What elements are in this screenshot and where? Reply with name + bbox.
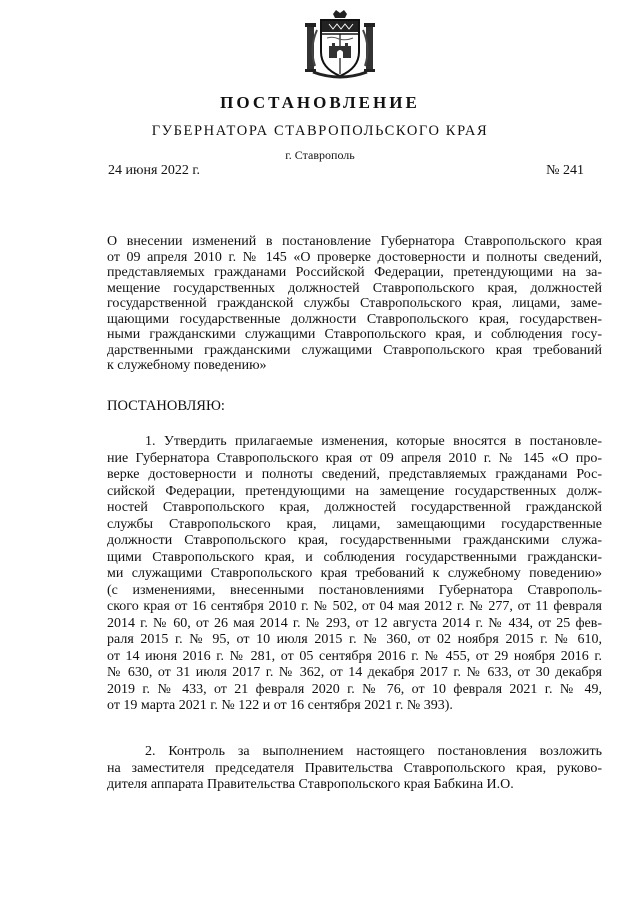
paragraph-line: на заместителя председателя Правительства Ставропольского края, руково- <box>107 760 602 776</box>
heading-line: О внесении изменений в постановление Губернатора Ставропольского края <box>107 234 602 249</box>
paragraph-line: сийской Федерации, претендующими на замещение государственных долж- <box>107 483 602 499</box>
heading-line: щающими государственные должности Ставропольского края, государствен- <box>107 311 602 327</box>
document-date: 24 июня 2022 г. <box>108 163 201 178</box>
paragraph-line: дителя аппарата Правительства Ставропольского края Бабкина И.О. <box>107 777 514 792</box>
paragraph-1 <box>107 434 602 715</box>
paragraph-line: ми служащими Ставропольского края требований к служебному поведению» <box>107 566 602 581</box>
paragraph-line: от 14 июня 2016 г. № 281, от 05 сентября 2016 г. № 455, от 29 ноября 2016 г. <box>107 648 602 664</box>
decree-word: ПОСТАНОВЛЯЮ: <box>107 398 225 414</box>
heading-line: ными гражданскими служащими Ставропольского края, и соблюдения госу- <box>107 327 602 342</box>
paragraph-line: щими Ставропольского края, и соблюдения государственными граждански- <box>107 549 602 565</box>
paragraph-line: ностей Ставропольского края, должностей государственной гражданской <box>107 500 602 515</box>
paragraph-line: верке достоверности и полноты сведений, представляемых гражданами Рос- <box>107 467 602 482</box>
paragraph-line: № 630, от 31 июля 2017 г. № 362, от 14 декабря 2017 г. № 633, от 30 декабря <box>107 665 602 680</box>
issuer-subtitle: ГУБЕРНАТОРА СТАВРОПОЛЬСКОГО КРАЯ <box>151 123 489 139</box>
city-label: г. Ставрополь <box>285 148 355 162</box>
decree-heading <box>107 234 602 374</box>
heading-line: мещение государственных должностей Ставропольского края, должностей <box>107 280 602 296</box>
paragraph-line: раля 2015 г. № 95, от 10 июля 2015 г. № 360, от 02 ноября 2015 г. № 610, <box>107 632 602 647</box>
heading-line: от 09 апреля 2010 г. № 145 «О проверке достоверности и полноты сведений, <box>107 249 602 265</box>
paragraph-line: 2019 г. № 433, от 21 февраля 2020 г. № 76, от 10 февраля 2021 г. № 49, <box>107 681 602 697</box>
heading-line: дарственными гражданскими служащими Ставропольского края требований <box>107 342 602 358</box>
document-title: ПОСТАНОВЛЕНИЕ <box>220 93 420 112</box>
paragraph-line: от 19 марта 2021 г. № 122 и от 16 сентября 2021 г. № 393). <box>107 698 453 713</box>
document-number: № 241 <box>546 163 584 178</box>
heading-line: представляемых гражданами Российской Федерации, претендующими на за- <box>107 265 602 280</box>
heading-line: к служебному поведению» <box>107 358 267 373</box>
paragraph-line: ского края от 16 сентября 2010 г. № 502, от 04 мая 2012 г. № 277, от 11 февраля <box>107 599 602 614</box>
paragraph-line: (с изменениями, внесенными постановлениями Губернатора Ставрополь- <box>107 582 602 598</box>
paragraph-line: должности Ставропольского края, государственными гражданскими служа- <box>107 533 602 548</box>
paragraph-line: службы Ставропольского края, лицами, замещающими государственные <box>107 516 602 532</box>
paragraph-line: 2. Контроль за выполнением настоящего постановления возложить <box>145 744 602 759</box>
paragraph-2 <box>107 744 602 794</box>
coat-of-arms-icon <box>299 8 381 84</box>
paragraph-line: 1. Утвердить прилагаемые изменения, которые вносятся в постановле- <box>145 434 602 449</box>
heading-line: государственной гражданской службы Ставропольского края, лицами, заме- <box>107 296 602 311</box>
paragraph-line: ние Губернатора Ставропольского края от 09 апреля 2010 г. № 145 «О про- <box>107 450 602 466</box>
paragraph-line: 2014 г. № 60, от 26 мая 2014 г. № 293, от 12 августа 2014 г. № 434, от 25 фев- <box>107 615 602 631</box>
